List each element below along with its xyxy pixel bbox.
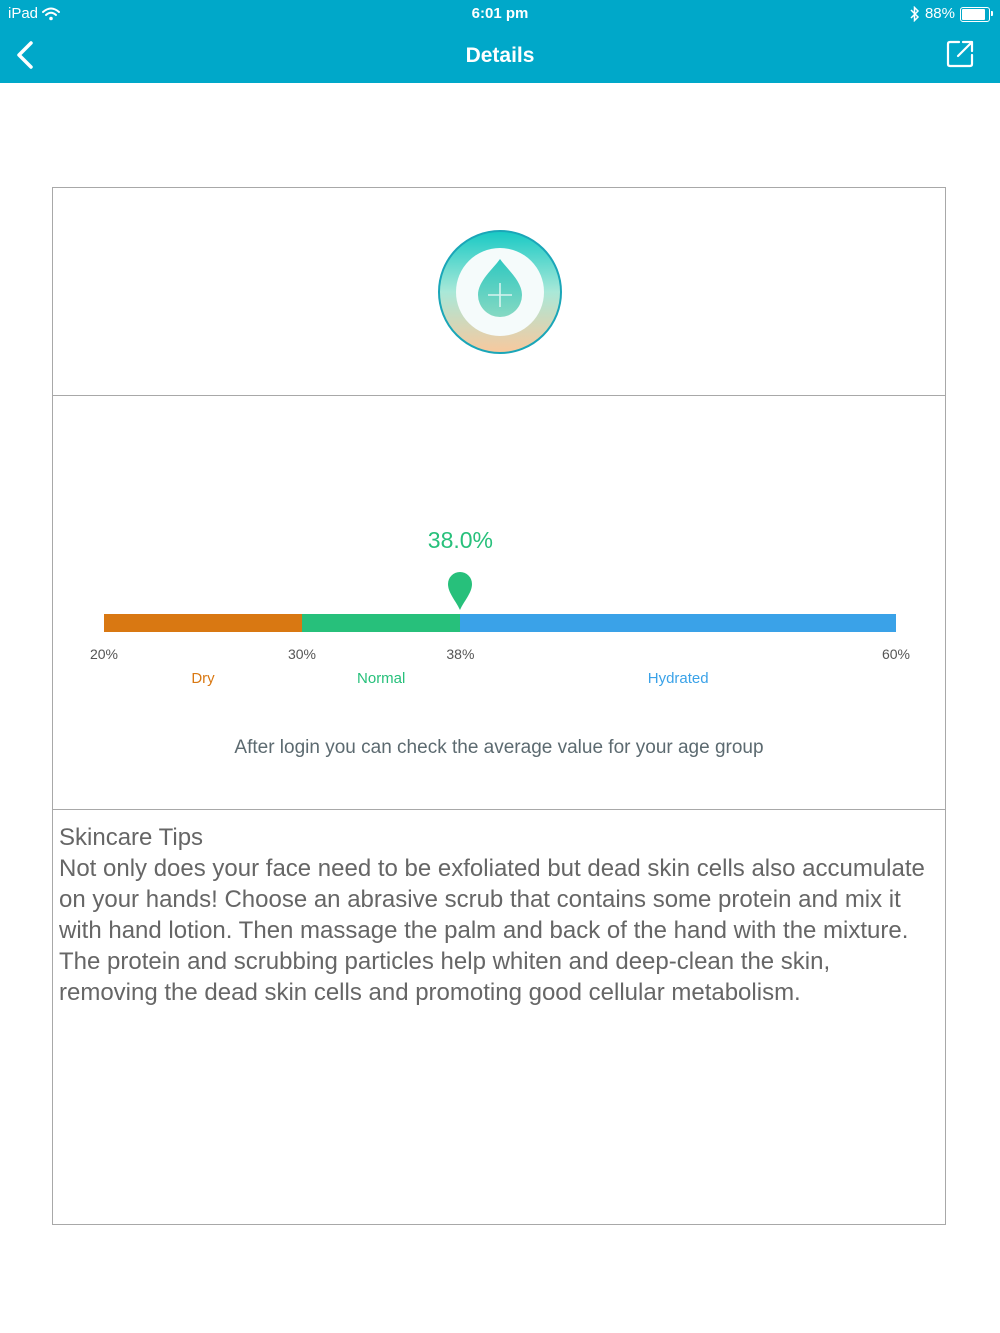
top-bar xyxy=(0,0,1000,83)
zone-label-normal: Normal xyxy=(357,670,406,687)
scale-segment-dry xyxy=(104,614,302,632)
tips-title: Skincare Tips xyxy=(59,824,204,851)
map-pin-icon xyxy=(447,571,473,611)
zone-label-dry: Dry xyxy=(191,670,215,687)
login-hint: After login you can check the average value for your age group xyxy=(234,737,764,758)
status-bar-right xyxy=(910,4,990,24)
share-external-icon xyxy=(944,38,976,70)
clock: 6:01 pm xyxy=(471,5,529,22)
scale-segment-normal xyxy=(302,614,460,632)
scale-segment-hydrated xyxy=(460,614,896,632)
water-drop-plus-icon xyxy=(437,229,563,355)
device-name: iPad xyxy=(8,5,39,22)
tips-body: Not only does your face need to be exfoliated but dead skin cells also accumulate on your hands! Choose an abrasive scrub that contains some protein and mix it with hand lotion. Then massage the palm and back of the hand with the mixture. The protein and scrubbing particles help whiten and deep-clean the skin, removing the dead skin cells and promoting good cellular metabolism. xyxy=(59,855,925,1006)
moisture-scale-bar xyxy=(104,614,896,632)
scale-tick-label: 60% xyxy=(881,646,911,662)
icon-section xyxy=(53,188,945,396)
battery-percent: 88% xyxy=(924,5,955,22)
zone-label-hydrated: Hydrated xyxy=(647,670,709,687)
scale-tick-label: 30% xyxy=(287,646,317,662)
scale-tick-label: 38% xyxy=(446,646,475,662)
scale-tick-label: 20% xyxy=(89,646,119,662)
moisture-gauge-section xyxy=(53,396,945,810)
battery-level xyxy=(962,9,985,20)
bluetooth-icon xyxy=(910,6,920,22)
skincare-tips-section xyxy=(53,810,945,1226)
page-title: Details xyxy=(465,44,535,67)
details-card xyxy=(52,187,946,1225)
share-button[interactable] xyxy=(944,38,976,70)
battery-icon xyxy=(960,7,990,22)
current-value-label: 38.0% xyxy=(427,527,493,553)
